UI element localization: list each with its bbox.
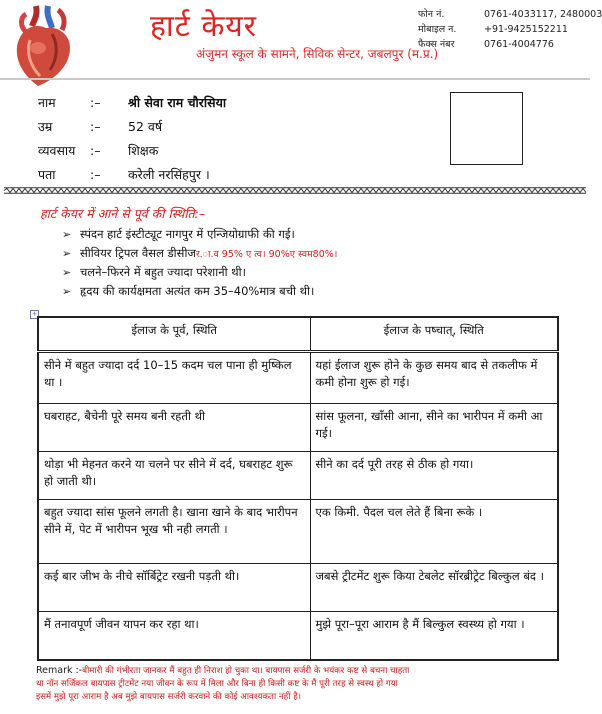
clinic-address: अंजुमन स्कूल के सामने, सिविक सेन्टर, जबलपुर (म.प्र.): [196, 47, 439, 61]
arrow-bullet-icon: ➢: [62, 285, 72, 298]
address-label: पता: [38, 166, 56, 182]
arrow-bullet-icon: ➢: [62, 228, 72, 241]
after-cell: सांस फूलना, खाँसी आना, सीने का भारीपन में कमी आ गई।: [310, 404, 558, 452]
table-row: [38, 564, 558, 612]
mobile-value: +91-9425152211: [484, 24, 568, 35]
patient-row-age: [38, 114, 226, 138]
before-cell: कई बार जीभ के नीचे सॉर्बिट्रेट रखनी पड़ती थी।: [38, 564, 310, 612]
phone-value: 0761-4033117, 2480003: [484, 9, 602, 20]
remark-line: इसमें मुझे पूरा आराम है अब मुझे बायपास सर्जरी करवाने की कोई आवश्यकता नहीं है।: [36, 692, 302, 702]
prior-condition-heading: हार्ट केयर में आने से पूर्व की स्थिति:–: [40, 206, 206, 221]
occupation-label: व्यवसाय: [38, 142, 76, 158]
name-label: नाम: [38, 94, 56, 110]
after-cell: एक किमी. पैदल चल लेते हैं बिना रूके ।: [310, 500, 558, 564]
age-sep: :–: [90, 118, 101, 134]
remark-line: था नॉन सर्जिकल बायपास ट्रीटमेंट नया जीवन के रूप में मिला और बिना ही किसी कष्ट के मैं पूरी तरह से स्वस्थ हो गया: [36, 679, 398, 689]
table-move-handle-icon[interactable]: +: [31, 310, 38, 318]
remark-block: [36, 664, 556, 704]
name-sep: :–: [90, 94, 101, 110]
table-header-row: [38, 317, 558, 352]
header-after-treatment: ईलाज के पष्चात्, स्थिति: [310, 317, 558, 352]
list-item: [62, 225, 337, 244]
header-before-treatment: ईलाज के पूर्व, स्थिति: [38, 317, 310, 352]
list-item: [62, 282, 337, 301]
patient-row-address: [38, 162, 226, 186]
before-cell: थोड़ा भी मेहनत करने या चलने पर सीने में दर्द, घबराहट शुरू हो जाती थी।: [38, 452, 310, 500]
arrow-bullet-icon: ➢: [62, 266, 72, 279]
remark-line: [36, 664, 556, 678]
patient-row-name: [38, 90, 226, 114]
before-cell: मैं तनावपूर्ण जीवन यापन कर रहा था।: [38, 612, 310, 660]
list-item-extra: र.ा.व 95% ए त्व। 90%ए स्वम80%।: [195, 249, 338, 260]
brand-title: हार्ट केयर: [150, 9, 258, 44]
treatment-comparison-table: [37, 316, 559, 661]
list-item: [62, 263, 337, 282]
table-row: [38, 612, 558, 660]
fax-label: फैक्स नंबर: [418, 39, 455, 50]
before-cell: सीने में बहुत ज्यादा दर्द 10–15 कदम चल पाना ही मुष्किल था ।: [38, 352, 310, 404]
mobile-row: [418, 22, 602, 37]
list-item-text: स्पंदन हार्ट इंस्टीट्यूट नागपुर में एन्जियोग्राफी की गई।: [80, 227, 295, 241]
table-row: [38, 404, 558, 452]
list-item-text: चलने–फिरने में बहुत ज्यादा परेशानी थी।: [80, 265, 246, 279]
prior-condition-list: [62, 225, 337, 301]
after-cell: जबसे ट्रीटमेंट शुरू किया टेबलेट सॉरब्रीट्रेट बिल्कुल बंद ।: [310, 564, 558, 612]
list-item-text: हृदय की कार्यक्षमता अत्यंत कम 35–40%मात्र बची थी।: [80, 284, 315, 298]
list-item-text: सीवियर ट्रिपल वैसल डीसीज: [80, 246, 196, 260]
occupation-sep: :–: [90, 142, 101, 158]
remark-label: Remark :-: [36, 665, 83, 676]
list-item: [62, 244, 337, 263]
remark-text: बीमारी की गंभीरता जानकर मैं बहुत ही निराश हो चुका था। बायपास सर्जरी के भयंकर कष्ट से बचना चाहता: [82, 666, 410, 676]
after-cell: यहां ईलाज शुरू होने के कुछ समय बाद से तकलीफ में कमी होना शुरू हो गई।: [310, 352, 558, 404]
age-label: उम्र: [38, 118, 53, 134]
fax-row: [418, 37, 602, 52]
name-value: श्री सेवा राम चौरसिया: [128, 94, 227, 110]
after-cell: सीने का दर्द पूरी तरह से ठीक हो गया।: [310, 452, 558, 500]
phone-label: फोन नं.: [418, 9, 445, 20]
header-divider: [0, 78, 590, 80]
address-value: करेली नरसिंहपुर ।: [128, 166, 210, 182]
photo-box: [450, 92, 523, 165]
patient-row-occupation: [38, 138, 226, 162]
before-cell: घबराहट, बैचेनी पूरे समय बनी रहती थी: [38, 404, 310, 452]
mobile-label: मोबाइल न.: [418, 24, 457, 35]
before-cell: बहुत ज्यादा सांस फूलने लगती है। खाना खाने के बाद भारीपन सीने में, पेट में भारीपन भूख भी नही लगती ।: [38, 500, 310, 564]
table-row: [38, 452, 558, 500]
decorative-divider: [4, 187, 586, 194]
fax-value: 0761-4004776: [484, 39, 554, 50]
contact-block: [418, 7, 602, 52]
age-value: 52 वर्ष: [128, 118, 163, 134]
address-sep: :–: [90, 166, 101, 182]
arrow-bullet-icon: ➢: [62, 247, 72, 260]
table-row: [38, 500, 558, 564]
occupation-value: शिक्षक: [128, 142, 159, 158]
phone-row: [418, 7, 602, 22]
after-cell: मुझे पूरा–पूरा आराम है मैं बिल्कुल स्वस्थ्य हो गया ।: [310, 612, 558, 660]
patient-info: [38, 90, 226, 186]
table-row: [38, 352, 558, 404]
